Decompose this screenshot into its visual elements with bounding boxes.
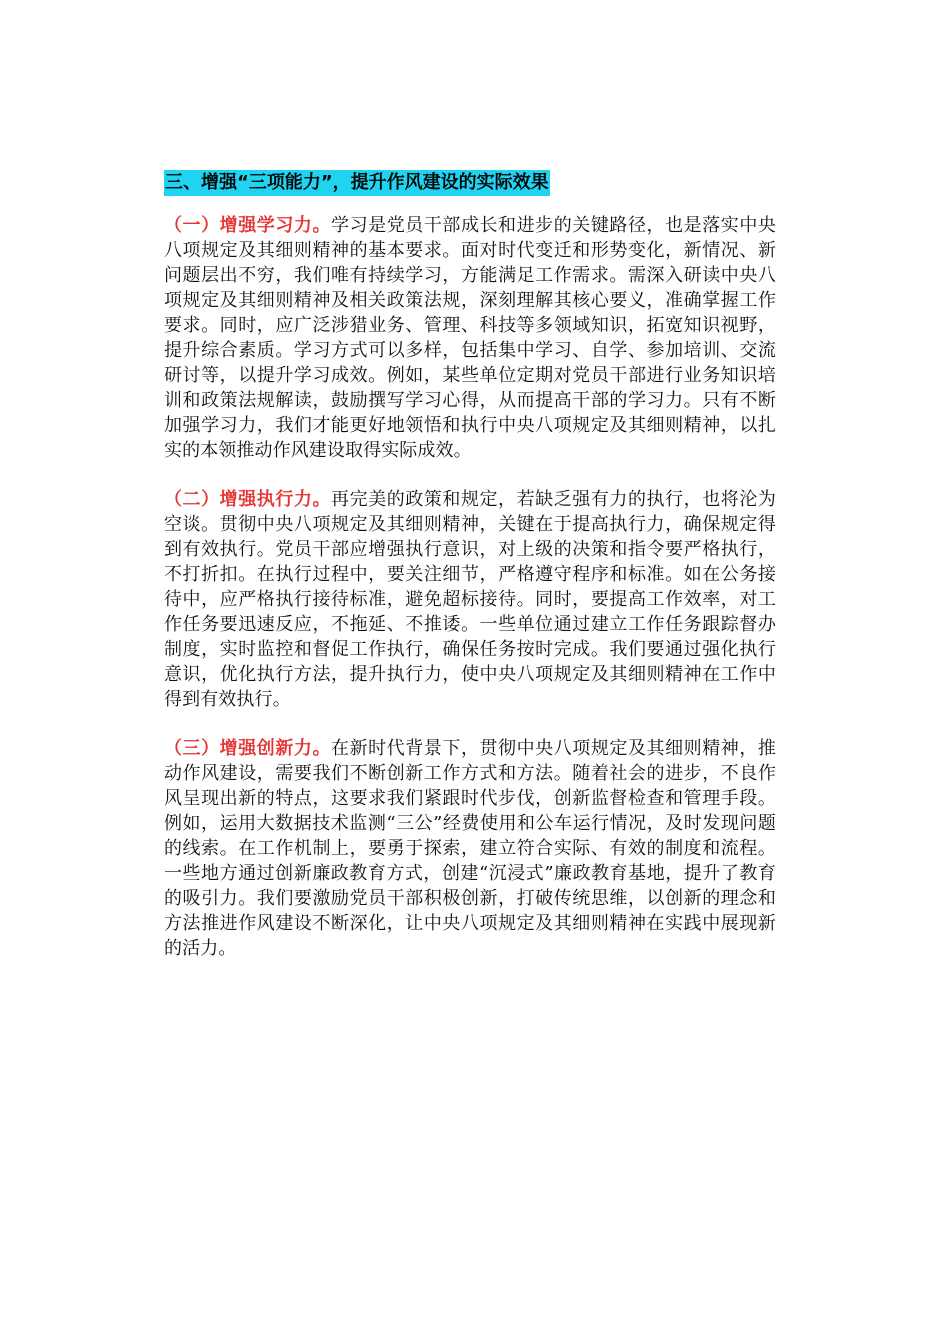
paragraph-text: 在新时代背景下，贯彻中央八项规定及其细则精神，推动作风建设，需要我们不断创新工作方式和方法。随着社会的进步，不良作风呈现出新的特点，这要求我们紧跟时代步伐，创新监督检查和管理手段。例如，运用大数据技术监测“三公”经费使用和公车运行情况，及时发现问题的线索。在工作机制上，要勇于探索，建立符合实际、有效的制度和流程。一些地方通过创新廉政教育方式，创建“沉浸式”廉政教育基地，提升了教育的吸引力。我们要激励党员干部积极创新，打破传统思维，以创新的理念和方法推进作风建设不断深化，让中央八项规定及其细则精神在实践中展现新的活力。: [164, 738, 776, 959]
paragraph-text: 学习是党员干部成长和进步的关键路径，也是落实中央八项规定及其细则精神的基本要求。面对时代变迁和形势变化，新情况、新问题层出不穷，我们唯有持续学习，方能满足工作需求。需深入研读中央八项规定及其细则精神及相关政策法规，深刻理解其核心要义，准确掌握工作要求。同时，应广泛涉猎业务、管理、科技等多领域知识，拓宽知识视野，提升综合素质。学习方式可以多样，包括集中学习、自学、参加培训、交流研讨等，以提升学习成效。例如，某些单位定期对党员干部进行业务知识培训和政策法规解读，鼓励撰写学习心得，从而提高干部的学习力。只有不断加强学习力，我们才能更好地领悟和执行中央八项规定及其细则精神，以扎实的本领推动作风建设取得实际成效。: [164, 215, 776, 461]
paragraph-innovation: [164, 736, 776, 961]
paragraph-execution: [164, 487, 776, 712]
paragraph-text: 再完美的政策和规定，若缺乏强有力的执行，也将沦为空谈。贯彻中央八项规定及其细则精神，关键在于提高执行力，确保规定得到有效执行。党员干部应增强执行意识，对上级的决策和指令要严格执行，不打折扣。在执行过程中，要关注细节，严格遵守程序和标准。如在公务接待中，应严格执行接待标准，避免超标接待。同时，要提高工作效率，对工作任务要迅速反应，不拖延、不推诿。一些单位通过建立工作任务跟踪督办制度，实时监控和督促工作执行，确保任务按时完成。我们要通过强化执行意识，优化执行方法，提升执行力，使中央八项规定及其细则精神在工作中得到有效执行。: [164, 489, 776, 710]
document-body: [164, 170, 776, 985]
paragraph-learning: [164, 213, 776, 463]
paragraph-lead: （二）增强执行力。: [164, 489, 332, 510]
paragraph-lead: （一）增强学习力。: [164, 215, 332, 236]
section-heading: 三、增强“三项能力”，提升作风建设的实际效果: [164, 170, 550, 196]
paragraph-lead: （三）增强创新力。: [164, 738, 332, 759]
